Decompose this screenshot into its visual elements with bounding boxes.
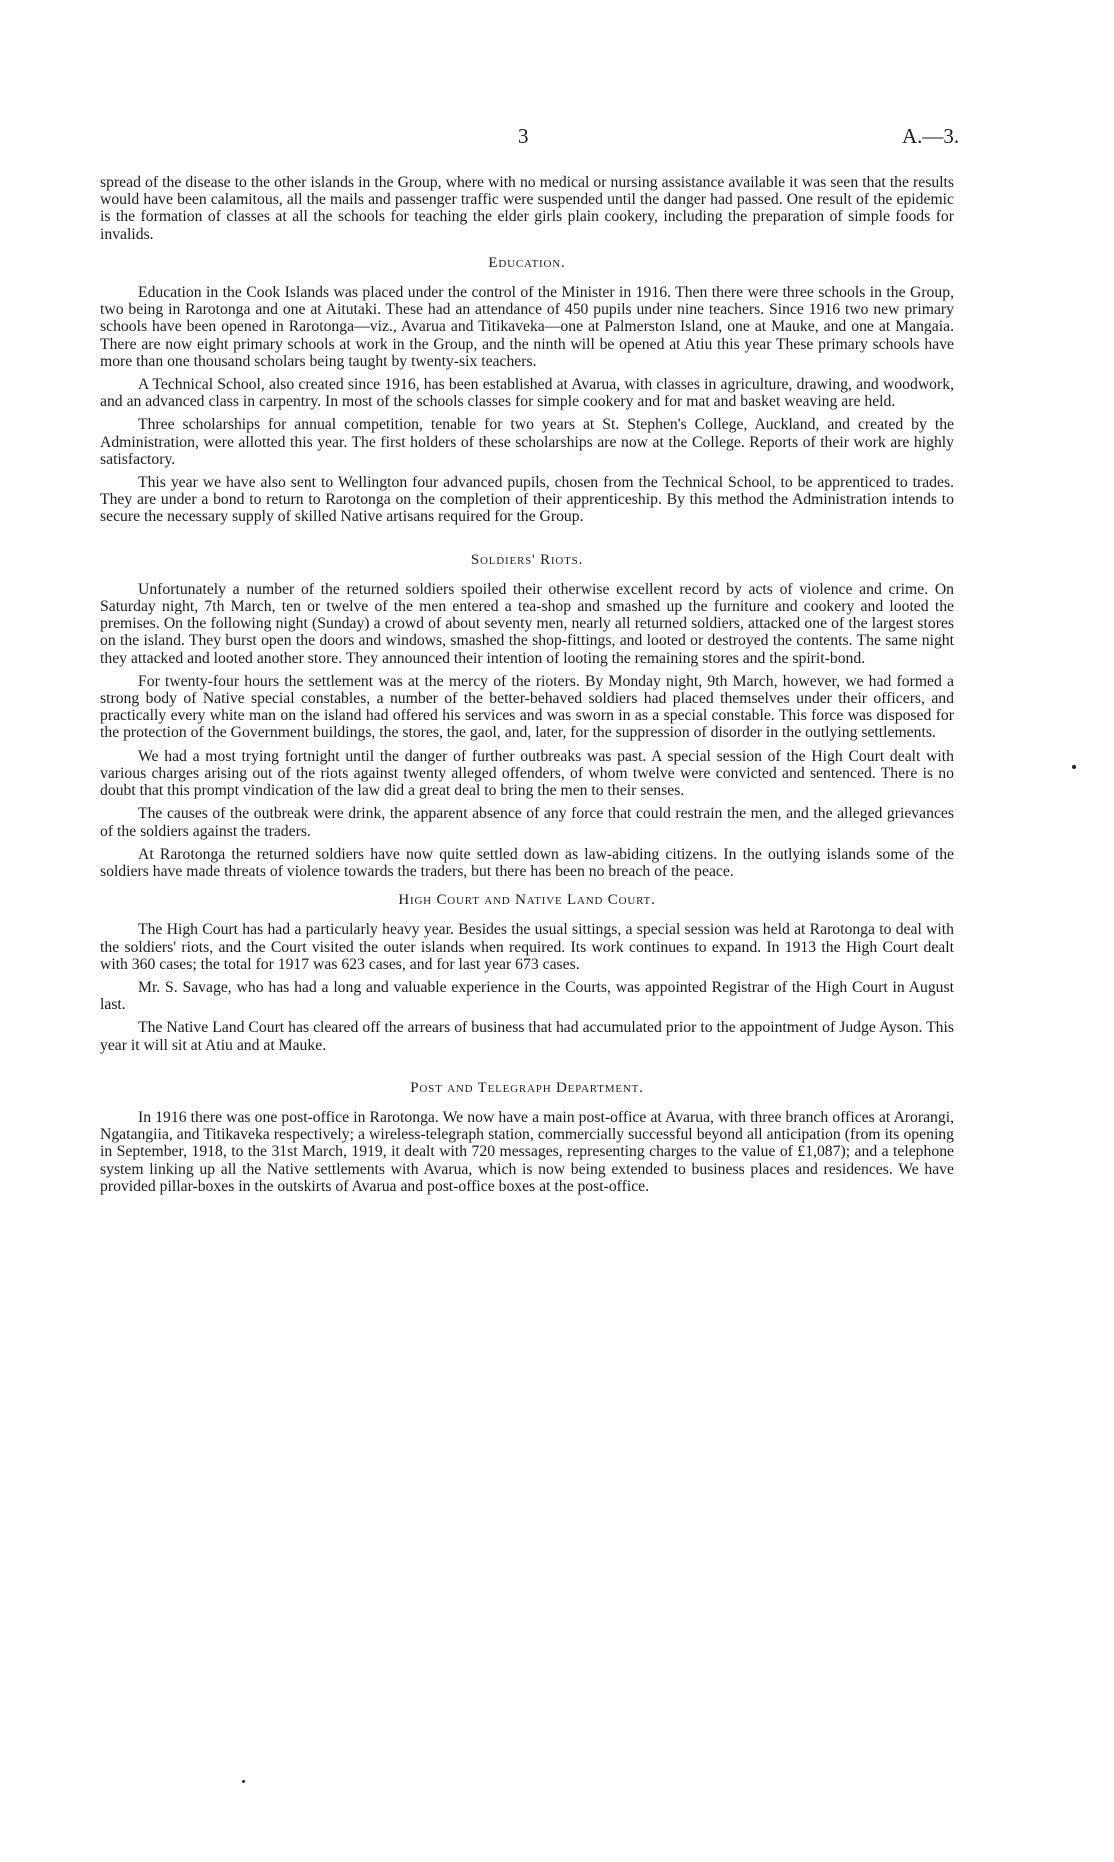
ink-speck: [1072, 765, 1076, 769]
paragraph: A Technical School, also created since 1916, has been established at Avarua, with classes in agriculture, drawing, and woodwork, and an advanced class in carpentry. In most of the schools classes for simple cookery and for mat and basket weaving are held.: [100, 376, 954, 411]
paragraph: The High Court has had a particularly heavy year. Besides the usual sittings, a special session was held at Rarotonga to deal with the soldiers' riots, and the Court visited the outer islands when required. Its work continues to expand. In 1913 the High Court dealt with 360 cases; the total for 1917 was 623 cases, and for last year 673 cases.: [100, 921, 954, 973]
page-number: 3: [518, 124, 529, 148]
paragraph: We had a most trying fortnight until the danger of further outbreaks was past. A special session of the High Court dealt with various charges arising out of the riots against twenty alleged offenders, of whom twelve were convicted and sentenced. There is no doubt that this prompt vindication of the law did a great deal to bring the men to their senses.: [100, 747, 954, 800]
paper-reference: A.—3.: [902, 124, 960, 148]
ink-speck: [242, 1780, 245, 1783]
paragraph: At Rarotonga the returned soldiers have now quite settled down as law-abiding citizens. In the outlying islands some of the soldiers have made threats of violence towards the traders, but there has been no breach of the peace.: [100, 845, 954, 880]
paragraph: Three scholarships for annual competition, tenable for two years at St. Stephen's College, Auckland, and created by the Administration, were allotted this year. The first holders of these scholarships are now at the College. Reports of their work are highly satisfactory.: [100, 416, 954, 468]
section-heading-high-court: High Court and Native Land Court.: [398, 892, 656, 909]
paragraph: The Native Land Court has cleared off the arrears of business that had accumulated prior to the appointment of Judge Ayson. This year it will sit at Atiu and at Mauke.: [100, 1019, 954, 1054]
paragraph: Mr. S. Savage, who has had a long and valuable experience in the Courts, was appointed Registrar of the High Court in August last.: [100, 978, 954, 1014]
paragraph: Unfortunately a number of the returned soldiers spoiled their otherwise excellent record by acts of violence and crime. On Saturday night, 7th March, ten or twelve of the men entered a tea-shop and smashed up the furniture and cookery and looted the premises. On the following night (Sunday) a crowd of about seventy men, nearly all returned soldiers, attacked one of the largest stores on the island. They burst open the doors and windows, smashed the shop-fittings, and looted or destroyed the contents. The same night they attacked and looted another store. They announced their intention of looting the remaining stores and the spirit-bond.: [100, 580, 954, 667]
intro-paragraph: spread of the disease to the other islands in the Group, where with no medical or nursing assistance available it was seen that the results would have been calamitous, all the mails and passenger traffic were suspended until the danger had passed. One result of the epidemic is the formation of classes at all the schools for teaching the elder girls plain cookery, including the preparation of simple foods for invalids.: [100, 174, 954, 243]
paragraph: Education in the Cook Islands was placed under the control of the Minister in 1916. Then there were three schools in the Group, two being in Rarotonga and one at Aitutaki. These had an attendance of 450 pupils under nine teachers. Since 1916 two new primary schools have been opened in Rarotonga—viz., Avarua and Titikaveka—one at Palmerston Island, one at Mauke, and one at Mangaia. There are now eight primary schools at work in the Group, and the ninth will be opened at Atiu this year These primary schools have more than one thousand scholars being taught by twenty-six teachers.: [100, 284, 954, 370]
paragraph: This year we have also sent to Wellington four advanced pupils, chosen from the Technical School, to be apprenticed to trades. They are under a bond to return to Rarotonga on the completion of their apprenticeship. By this method the Administration intends to secure the necessary supply of skilled Native artisans required for the Group.: [100, 474, 954, 526]
paragraph: For twenty-four hours the settlement was at the mercy of the rioters. By Monday night, 9th March, however, we had formed a strong body of Native special constables, a number of the better-behaved soldiers had placed themselves under their officers, and practically every white man on the island had offered his services and was sworn in as a special constable. This force was disposed for the protection of the Government buildings, the stores, the gaol, and, later, for the suppression of disorder in the outlying settlements.: [100, 672, 954, 742]
paragraph: In 1916 there was one post-office in Rarotonga. We now have a main post-office at Avarua, with three branch offices at Arorangi, Ngatangiia, and Titikaveka respectively; a wireless-telegraph station, commercially successful beyond all anticipation (from its opening in September, 1918, to the 31st March, 1919, it dealt with 720 messages, representing charges to the value of £1,087); and a telephone system linking up all the Native settlements with Avarua, which is now being extended to business places and residences. We have provided pillar-boxes in the outskirts of Avarua and post-office boxes at the post-office.: [100, 1108, 954, 1195]
section-heading-post-telegraph: Post and Telegraph Department.: [410, 1079, 644, 1096]
section-heading-education: Education.: [488, 254, 566, 271]
body-text: [100, 174, 954, 1201]
page-header: [0, 124, 1114, 154]
section-heading-soldiers-riots: Soldiers' Riots.: [470, 551, 584, 568]
paragraph: The causes of the outbreak were drink, the apparent absence of any force that could restrain the men, and the alleged grievances of the soldiers against the traders.: [100, 805, 954, 840]
